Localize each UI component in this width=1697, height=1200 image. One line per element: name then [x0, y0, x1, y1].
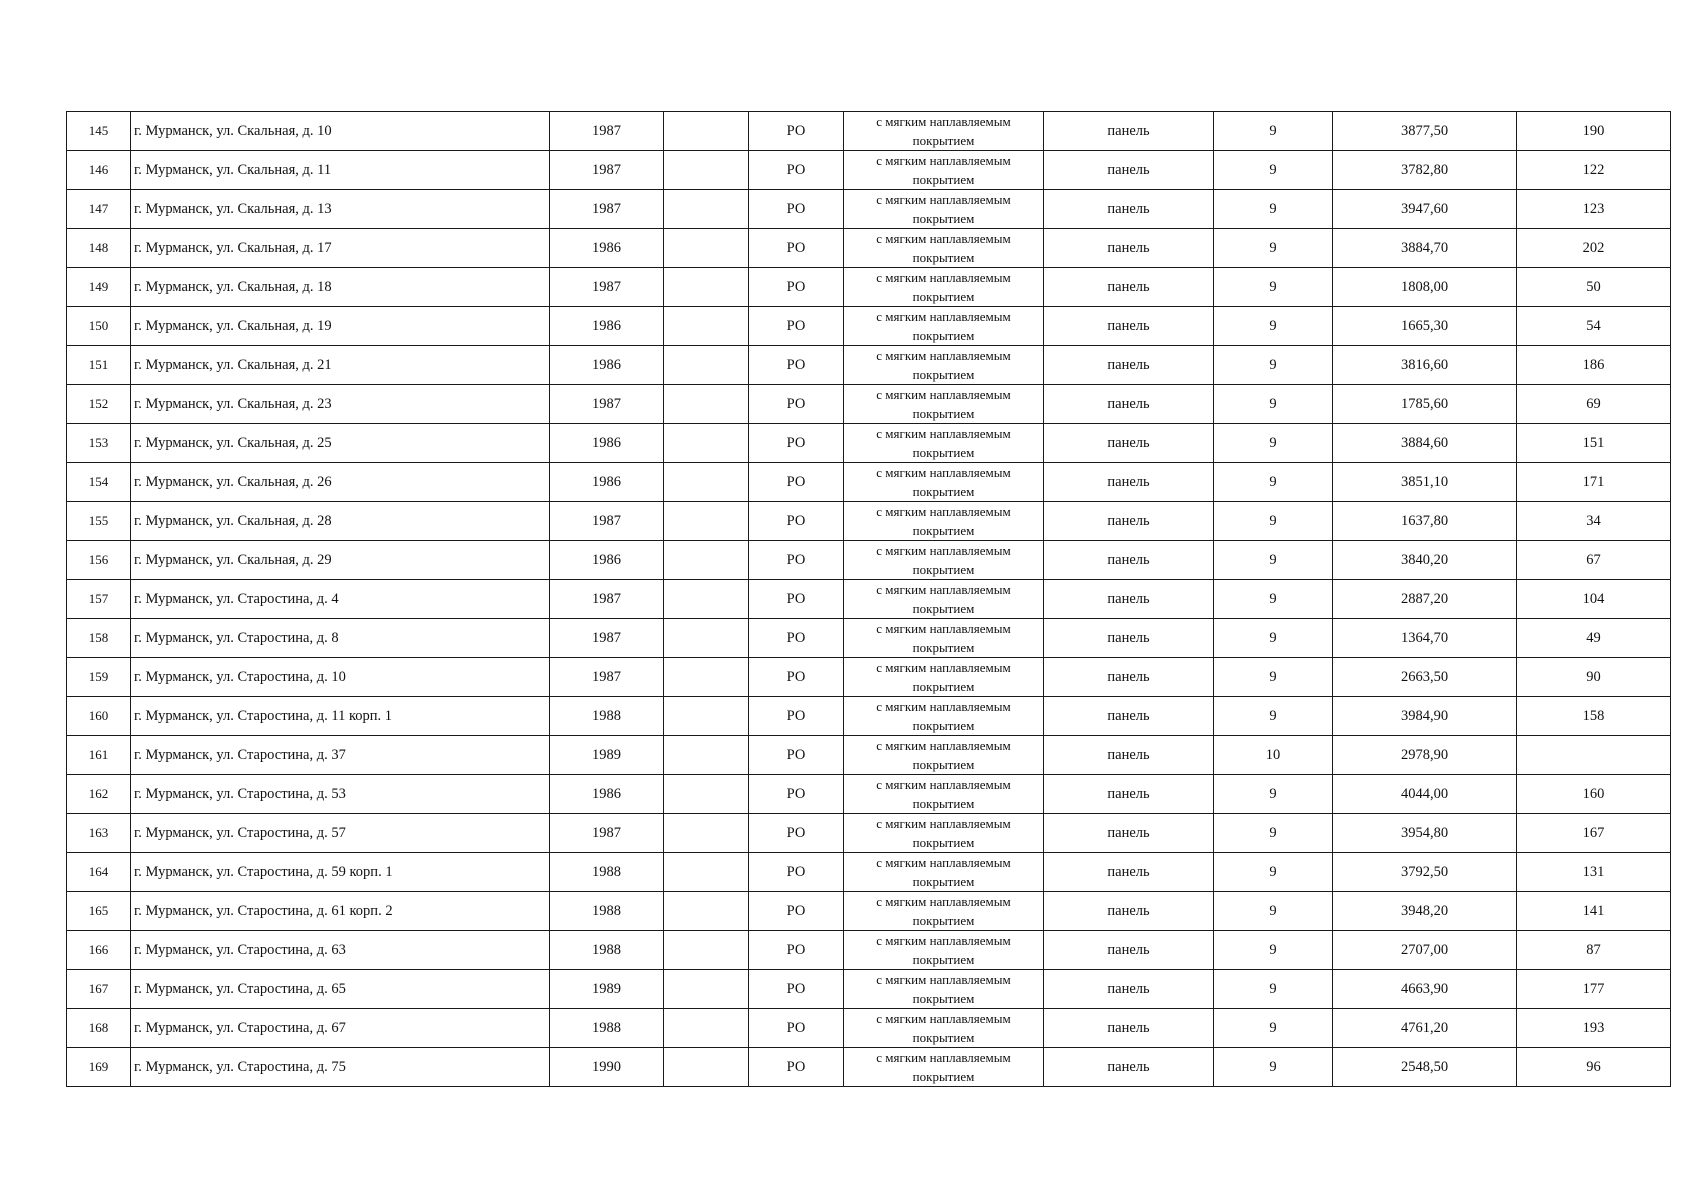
empty-cell [664, 151, 749, 190]
table-row [67, 541, 1671, 580]
address-cell: г. Мурманск, ул. Скальная, д. 26 [131, 463, 550, 502]
roof-type-cell: с мягким наплавляемым покрытием [844, 307, 1044, 346]
row-number-cell: 145 [67, 112, 131, 151]
table-body [67, 112, 1671, 1087]
row-number-cell: 156 [67, 541, 131, 580]
row-number-cell: 152 [67, 385, 131, 424]
year-cell: 1989 [550, 736, 664, 775]
empty-cell [664, 619, 749, 658]
roof-type-cell: с мягким наплавляемым покрытием [844, 619, 1044, 658]
roof-type-cell: с мягким наплавляемым покрытием [844, 190, 1044, 229]
type-cell: РО [749, 346, 844, 385]
wall-material-cell: панель [1044, 346, 1214, 385]
address-cell: г. Мурманск, ул. Старостина, д. 8 [131, 619, 550, 658]
wall-material-cell: панель [1044, 970, 1214, 1009]
roof-type-cell: с мягким наплавляемым покрытием [844, 775, 1044, 814]
roof-type-cell: с мягким наплавляемым покрытием [844, 580, 1044, 619]
roof-type-cell: с мягким наплавляемым покрытием [844, 658, 1044, 697]
area-cell: 1785,60 [1333, 385, 1517, 424]
type-cell: РО [749, 853, 844, 892]
roof-type-cell: с мягким наплавляемым покрытием [844, 424, 1044, 463]
year-cell: 1987 [550, 502, 664, 541]
empty-cell [664, 190, 749, 229]
year-cell: 1988 [550, 892, 664, 931]
type-cell: РО [749, 697, 844, 736]
area-cell: 4044,00 [1333, 775, 1517, 814]
area-cell: 2548,50 [1333, 1048, 1517, 1087]
wall-material-cell: панель [1044, 619, 1214, 658]
empty-cell [664, 346, 749, 385]
year-cell: 1986 [550, 307, 664, 346]
empty-cell [664, 658, 749, 697]
table-row [67, 931, 1671, 970]
wall-material-cell: панель [1044, 736, 1214, 775]
empty-cell [664, 775, 749, 814]
row-number-cell: 158 [67, 619, 131, 658]
floors-cell: 9 [1214, 814, 1333, 853]
residents-cell [1517, 736, 1671, 775]
year-cell: 1989 [550, 970, 664, 1009]
address-cell: г. Мурманск, ул. Скальная, д. 28 [131, 502, 550, 541]
roof-type-cell: с мягким наплавляемым покрытием [844, 697, 1044, 736]
area-cell: 1364,70 [1333, 619, 1517, 658]
area-cell: 3984,90 [1333, 697, 1517, 736]
area-cell: 3792,50 [1333, 853, 1517, 892]
type-cell: РО [749, 814, 844, 853]
row-number-cell: 162 [67, 775, 131, 814]
type-cell: РО [749, 580, 844, 619]
floors-cell: 9 [1214, 502, 1333, 541]
floors-cell: 9 [1214, 463, 1333, 502]
address-cell: г. Мурманск, ул. Старостина, д. 53 [131, 775, 550, 814]
type-cell: РО [749, 424, 844, 463]
year-cell: 1987 [550, 658, 664, 697]
address-cell: г. Мурманск, ул. Старостина, д. 11 корп. 1 [131, 697, 550, 736]
floors-cell: 9 [1214, 892, 1333, 931]
wall-material-cell: панель [1044, 229, 1214, 268]
area-cell: 1637,80 [1333, 502, 1517, 541]
roof-type-cell: с мягким наплавляемым покрытием [844, 268, 1044, 307]
address-cell: г. Мурманск, ул. Старостина, д. 65 [131, 970, 550, 1009]
row-number-cell: 154 [67, 463, 131, 502]
type-cell: РО [749, 229, 844, 268]
type-cell: РО [749, 970, 844, 1009]
table-row [67, 658, 1671, 697]
type-cell: РО [749, 619, 844, 658]
wall-material-cell: панель [1044, 853, 1214, 892]
year-cell: 1987 [550, 580, 664, 619]
area-cell: 3851,10 [1333, 463, 1517, 502]
year-cell: 1986 [550, 346, 664, 385]
empty-cell [664, 697, 749, 736]
floors-cell: 9 [1214, 424, 1333, 463]
wall-material-cell: панель [1044, 112, 1214, 151]
residents-cell: 50 [1517, 268, 1671, 307]
roof-type-cell: с мягким наплавляемым покрытием [844, 463, 1044, 502]
area-cell: 3782,80 [1333, 151, 1517, 190]
area-cell: 1808,00 [1333, 268, 1517, 307]
floors-cell: 9 [1214, 619, 1333, 658]
empty-cell [664, 892, 749, 931]
floors-cell: 9 [1214, 112, 1333, 151]
address-cell: г. Мурманск, ул. Старостина, д. 10 [131, 658, 550, 697]
floors-cell: 9 [1214, 658, 1333, 697]
table-row [67, 970, 1671, 1009]
roof-type-cell: с мягким наплавляемым покрытием [844, 385, 1044, 424]
table-row [67, 1009, 1671, 1048]
area-cell: 3816,60 [1333, 346, 1517, 385]
year-cell: 1988 [550, 697, 664, 736]
empty-cell [664, 424, 749, 463]
row-number-cell: 160 [67, 697, 131, 736]
address-cell: г. Мурманск, ул. Старостина, д. 59 корп. 1 [131, 853, 550, 892]
row-number-cell: 163 [67, 814, 131, 853]
residents-cell: 49 [1517, 619, 1671, 658]
floors-cell: 9 [1214, 1048, 1333, 1087]
empty-cell [664, 229, 749, 268]
area-cell: 3884,60 [1333, 424, 1517, 463]
wall-material-cell: панель [1044, 1009, 1214, 1048]
roof-type-cell: с мягким наплавляемым покрытием [844, 502, 1044, 541]
table-row [67, 463, 1671, 502]
wall-material-cell: панель [1044, 268, 1214, 307]
year-cell: 1988 [550, 931, 664, 970]
wall-material-cell: панель [1044, 307, 1214, 346]
empty-cell [664, 1009, 749, 1048]
address-cell: г. Мурманск, ул. Скальная, д. 17 [131, 229, 550, 268]
roof-type-cell: с мягким наплавляемым покрытием [844, 931, 1044, 970]
type-cell: РО [749, 1048, 844, 1087]
wall-material-cell: панель [1044, 502, 1214, 541]
residents-cell: 122 [1517, 151, 1671, 190]
address-cell: г. Мурманск, ул. Скальная, д. 23 [131, 385, 550, 424]
empty-cell [664, 463, 749, 502]
table-row [67, 385, 1671, 424]
area-cell: 3947,60 [1333, 190, 1517, 229]
wall-material-cell: панель [1044, 775, 1214, 814]
area-cell: 3840,20 [1333, 541, 1517, 580]
floors-cell: 9 [1214, 1009, 1333, 1048]
roof-type-cell: с мягким наплавляемым покрытием [844, 892, 1044, 931]
residents-cell: 171 [1517, 463, 1671, 502]
type-cell: РО [749, 541, 844, 580]
address-cell: г. Мурманск, ул. Скальная, д. 25 [131, 424, 550, 463]
year-cell: 1988 [550, 853, 664, 892]
area-cell: 1665,30 [1333, 307, 1517, 346]
wall-material-cell: панель [1044, 697, 1214, 736]
residents-cell: 177 [1517, 970, 1671, 1009]
table-row [67, 814, 1671, 853]
wall-material-cell: панель [1044, 580, 1214, 619]
floors-cell: 9 [1214, 697, 1333, 736]
floors-cell: 9 [1214, 229, 1333, 268]
housing-table [66, 111, 1671, 1087]
wall-material-cell: панель [1044, 931, 1214, 970]
roof-type-cell: с мягким наплавляемым покрытием [844, 853, 1044, 892]
type-cell: РО [749, 931, 844, 970]
floors-cell: 9 [1214, 151, 1333, 190]
floors-cell: 9 [1214, 307, 1333, 346]
row-number-cell: 157 [67, 580, 131, 619]
empty-cell [664, 112, 749, 151]
type-cell: РО [749, 658, 844, 697]
type-cell: РО [749, 307, 844, 346]
residents-cell: 54 [1517, 307, 1671, 346]
row-number-cell: 153 [67, 424, 131, 463]
year-cell: 1986 [550, 775, 664, 814]
wall-material-cell: панель [1044, 385, 1214, 424]
wall-material-cell: панель [1044, 658, 1214, 697]
residents-cell: 69 [1517, 385, 1671, 424]
table-row [67, 736, 1671, 775]
address-cell: г. Мурманск, ул. Скальная, д. 13 [131, 190, 550, 229]
year-cell: 1986 [550, 424, 664, 463]
type-cell: РО [749, 151, 844, 190]
wall-material-cell: панель [1044, 463, 1214, 502]
wall-material-cell: панель [1044, 190, 1214, 229]
row-number-cell: 169 [67, 1048, 131, 1087]
empty-cell [664, 1048, 749, 1087]
residents-cell: 160 [1517, 775, 1671, 814]
floors-cell: 9 [1214, 385, 1333, 424]
address-cell: г. Мурманск, ул. Скальная, д. 21 [131, 346, 550, 385]
address-cell: г. Мурманск, ул. Старостина, д. 57 [131, 814, 550, 853]
residents-cell: 87 [1517, 931, 1671, 970]
area-cell: 3884,70 [1333, 229, 1517, 268]
table-row [67, 619, 1671, 658]
address-cell: г. Мурманск, ул. Скальная, д. 18 [131, 268, 550, 307]
row-number-cell: 155 [67, 502, 131, 541]
roof-type-cell: с мягким наплавляемым покрытием [844, 736, 1044, 775]
year-cell: 1986 [550, 463, 664, 502]
floors-cell: 9 [1214, 970, 1333, 1009]
year-cell: 1990 [550, 1048, 664, 1087]
row-number-cell: 150 [67, 307, 131, 346]
empty-cell [664, 541, 749, 580]
year-cell: 1988 [550, 1009, 664, 1048]
table-row [67, 502, 1671, 541]
address-cell: г. Мурманск, ул. Скальная, д. 10 [131, 112, 550, 151]
year-cell: 1986 [550, 541, 664, 580]
row-number-cell: 147 [67, 190, 131, 229]
table-row [67, 229, 1671, 268]
residents-cell: 96 [1517, 1048, 1671, 1087]
roof-type-cell: с мягким наплавляемым покрытием [844, 151, 1044, 190]
residents-cell: 158 [1517, 697, 1671, 736]
empty-cell [664, 931, 749, 970]
wall-material-cell: панель [1044, 1048, 1214, 1087]
table-row [67, 892, 1671, 931]
type-cell: РО [749, 736, 844, 775]
type-cell: РО [749, 268, 844, 307]
type-cell: РО [749, 892, 844, 931]
table-row [67, 307, 1671, 346]
address-cell: г. Мурманск, ул. Старостина, д. 67 [131, 1009, 550, 1048]
residents-cell: 90 [1517, 658, 1671, 697]
area-cell: 4761,20 [1333, 1009, 1517, 1048]
residents-cell: 131 [1517, 853, 1671, 892]
area-cell: 2707,00 [1333, 931, 1517, 970]
row-number-cell: 167 [67, 970, 131, 1009]
table-row [67, 112, 1671, 151]
address-cell: г. Мурманск, ул. Старостина, д. 63 [131, 931, 550, 970]
row-number-cell: 164 [67, 853, 131, 892]
roof-type-cell: с мягким наплавляемым покрытием [844, 970, 1044, 1009]
area-cell: 3877,50 [1333, 112, 1517, 151]
year-cell: 1987 [550, 151, 664, 190]
residents-cell: 193 [1517, 1009, 1671, 1048]
area-cell: 2887,20 [1333, 580, 1517, 619]
table-row [67, 580, 1671, 619]
address-cell: г. Мурманск, ул. Скальная, д. 11 [131, 151, 550, 190]
floors-cell: 9 [1214, 580, 1333, 619]
roof-type-cell: с мягким наплавляемым покрытием [844, 112, 1044, 151]
type-cell: РО [749, 463, 844, 502]
type-cell: РО [749, 502, 844, 541]
type-cell: РО [749, 385, 844, 424]
floors-cell: 9 [1214, 931, 1333, 970]
row-number-cell: 146 [67, 151, 131, 190]
year-cell: 1987 [550, 385, 664, 424]
area-cell: 4663,90 [1333, 970, 1517, 1009]
roof-type-cell: с мягким наплавляемым покрытием [844, 541, 1044, 580]
table-row [67, 268, 1671, 307]
residents-cell: 123 [1517, 190, 1671, 229]
table-row [67, 346, 1671, 385]
wall-material-cell: панель [1044, 541, 1214, 580]
area-cell: 2663,50 [1333, 658, 1517, 697]
empty-cell [664, 268, 749, 307]
type-cell: РО [749, 1009, 844, 1048]
floors-cell: 9 [1214, 346, 1333, 385]
floors-cell: 9 [1214, 541, 1333, 580]
area-cell: 3954,80 [1333, 814, 1517, 853]
year-cell: 1987 [550, 619, 664, 658]
row-number-cell: 148 [67, 229, 131, 268]
year-cell: 1987 [550, 190, 664, 229]
type-cell: РО [749, 112, 844, 151]
year-cell: 1987 [550, 268, 664, 307]
floors-cell: 9 [1214, 853, 1333, 892]
year-cell: 1986 [550, 229, 664, 268]
address-cell: г. Мурманск, ул. Скальная, д. 19 [131, 307, 550, 346]
row-number-cell: 166 [67, 931, 131, 970]
address-cell: г. Мурманск, ул. Старостина, д. 75 [131, 1048, 550, 1087]
address-cell: г. Мурманск, ул. Скальная, д. 29 [131, 541, 550, 580]
empty-cell [664, 502, 749, 541]
residents-cell: 67 [1517, 541, 1671, 580]
residents-cell: 141 [1517, 892, 1671, 931]
floors-cell: 10 [1214, 736, 1333, 775]
roof-type-cell: с мягким наплавляемым покрытием [844, 1009, 1044, 1048]
table-row [67, 424, 1671, 463]
empty-cell [664, 814, 749, 853]
wall-material-cell: панель [1044, 814, 1214, 853]
table-row [67, 775, 1671, 814]
type-cell: РО [749, 190, 844, 229]
area-cell: 2978,90 [1333, 736, 1517, 775]
address-cell: г. Мурманск, ул. Старостина, д. 4 [131, 580, 550, 619]
table-row [67, 1048, 1671, 1087]
residents-cell: 34 [1517, 502, 1671, 541]
year-cell: 1987 [550, 112, 664, 151]
address-cell: г. Мурманск, ул. Старостина, д. 61 корп. 2 [131, 892, 550, 931]
roof-type-cell: с мягким наплавляемым покрытием [844, 814, 1044, 853]
floors-cell: 9 [1214, 775, 1333, 814]
floors-cell: 9 [1214, 268, 1333, 307]
residents-cell: 167 [1517, 814, 1671, 853]
floors-cell: 9 [1214, 190, 1333, 229]
row-number-cell: 161 [67, 736, 131, 775]
row-number-cell: 159 [67, 658, 131, 697]
table-row [67, 151, 1671, 190]
empty-cell [664, 736, 749, 775]
empty-cell [664, 580, 749, 619]
area-cell: 3948,20 [1333, 892, 1517, 931]
wall-material-cell: панель [1044, 151, 1214, 190]
residents-cell: 202 [1517, 229, 1671, 268]
row-number-cell: 149 [67, 268, 131, 307]
row-number-cell: 168 [67, 1009, 131, 1048]
empty-cell [664, 970, 749, 1009]
roof-type-cell: с мягким наплавляемым покрытием [844, 229, 1044, 268]
wall-material-cell: панель [1044, 892, 1214, 931]
empty-cell [664, 307, 749, 346]
row-number-cell: 165 [67, 892, 131, 931]
roof-type-cell: с мягким наплавляемым покрытием [844, 1048, 1044, 1087]
table-row [67, 853, 1671, 892]
residents-cell: 186 [1517, 346, 1671, 385]
residents-cell: 104 [1517, 580, 1671, 619]
address-cell: г. Мурманск, ул. Старостина, д. 37 [131, 736, 550, 775]
roof-type-cell: с мягким наплавляемым покрытием [844, 346, 1044, 385]
wall-material-cell: панель [1044, 424, 1214, 463]
empty-cell [664, 853, 749, 892]
row-number-cell: 151 [67, 346, 131, 385]
year-cell: 1987 [550, 814, 664, 853]
type-cell: РО [749, 775, 844, 814]
table-row [67, 697, 1671, 736]
empty-cell [664, 385, 749, 424]
table-row [67, 190, 1671, 229]
residents-cell: 151 [1517, 424, 1671, 463]
residents-cell: 190 [1517, 112, 1671, 151]
